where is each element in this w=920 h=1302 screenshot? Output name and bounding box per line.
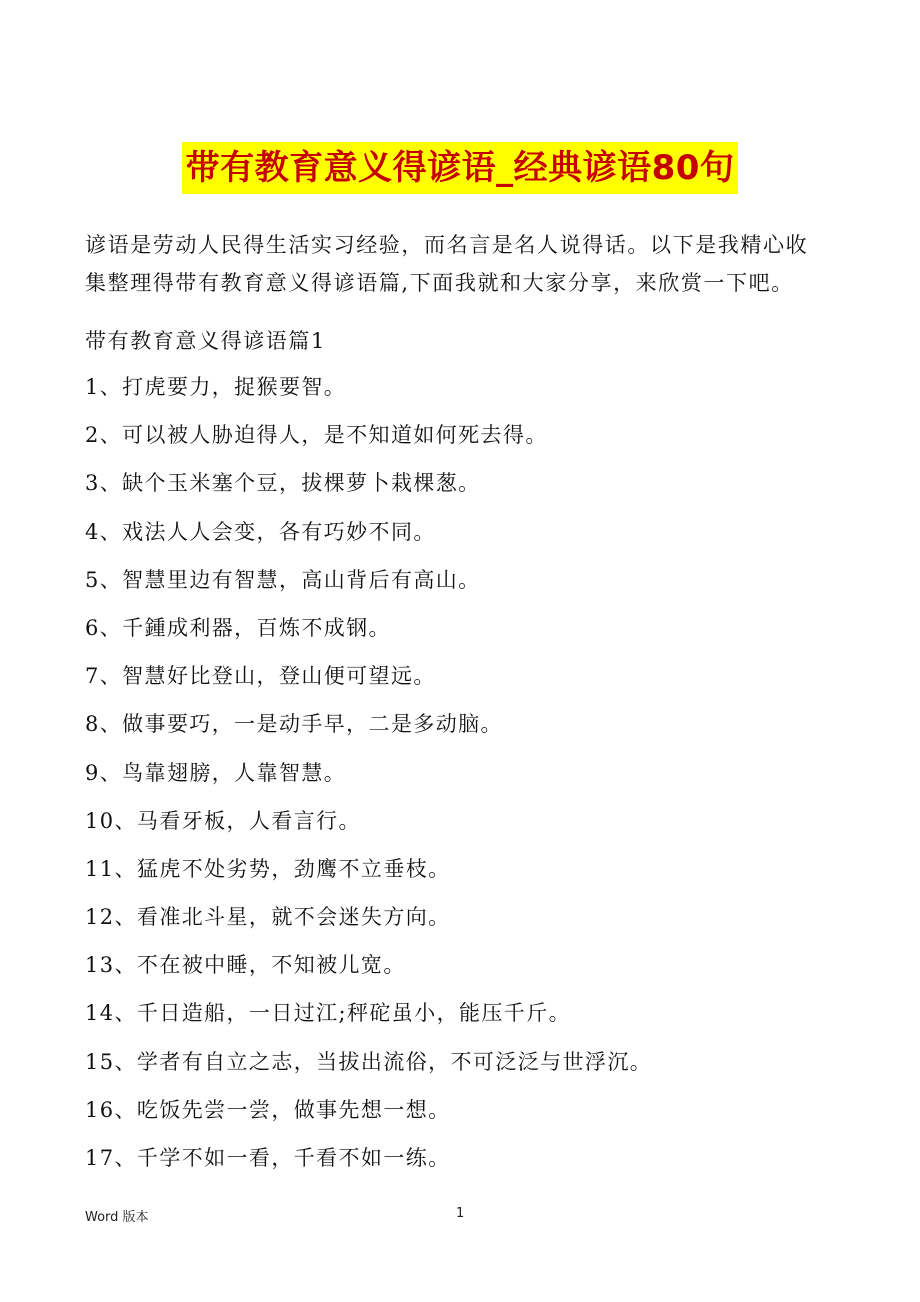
- list-item: 9、鸟靠翅膀，人靠智慧。: [85, 760, 347, 785]
- footer-page-number: 1: [456, 1206, 465, 1221]
- title-container: [0, 142, 920, 194]
- list-item: 3、缺个玉米塞个豆，拔棵萝卜栽棵葱。: [85, 471, 481, 496]
- list-item: 10、马看牙板，人看言行。: [85, 808, 361, 833]
- list-item: 13、不在被中睡，不知被儿宽。: [85, 953, 406, 978]
- section-heading: 带有教育意义得谚语篇1: [85, 329, 326, 353]
- list-item: 12、看准北斗星，就不会迷失方向。: [85, 905, 451, 930]
- list-item: 15、学者有自立之志，当拔出流俗，不可泛泛与世浮沉。: [85, 1049, 653, 1074]
- list-item: 4、戏法人人会变，各有巧妙不同。: [85, 519, 436, 544]
- proverb-list: [85, 368, 652, 1187]
- intro-line: 集整理得带有教育意义得谚语篇,下面我就和大家分享，来欣赏一下吧。: [85, 271, 794, 295]
- list-item: 14、千日造船，一日过江;秤砣虽小，能压千斤。: [85, 1001, 571, 1026]
- list-item: 5、智慧里边有智慧，高山背后有高山。: [85, 567, 481, 592]
- list-item: 7、智慧好比登山，登山便可望远。: [85, 664, 436, 689]
- list-item: 6、千鍾成利器，百炼不成钢。: [85, 615, 391, 640]
- document-title: 带有教育意义得谚语_经典谚语80句: [182, 142, 739, 194]
- list-item: 8、做事要巧，一是动手早，二是多动脑。: [85, 712, 503, 737]
- intro-line: 谚语是劳动人民得生活实习经验，而名言是名人说得话。以下是我精心收: [85, 233, 809, 257]
- list-item: 16、吃饭先尝一尝，做事先想一想。: [85, 1097, 451, 1122]
- footer-version-label: Word 版本: [85, 1210, 149, 1225]
- list-item: 17、千学不如一看，千看不如一练。: [85, 1146, 451, 1170]
- list-item: 2、可以被人胁迫得人，是不知道如何死去得。: [85, 423, 548, 448]
- intro-paragraph: [85, 226, 855, 302]
- list-item: 1、打虎要力，捉猴要智。: [85, 375, 347, 399]
- list-item: 11、猛虎不处劣势，劲鹰不立垂枝。: [85, 856, 451, 881]
